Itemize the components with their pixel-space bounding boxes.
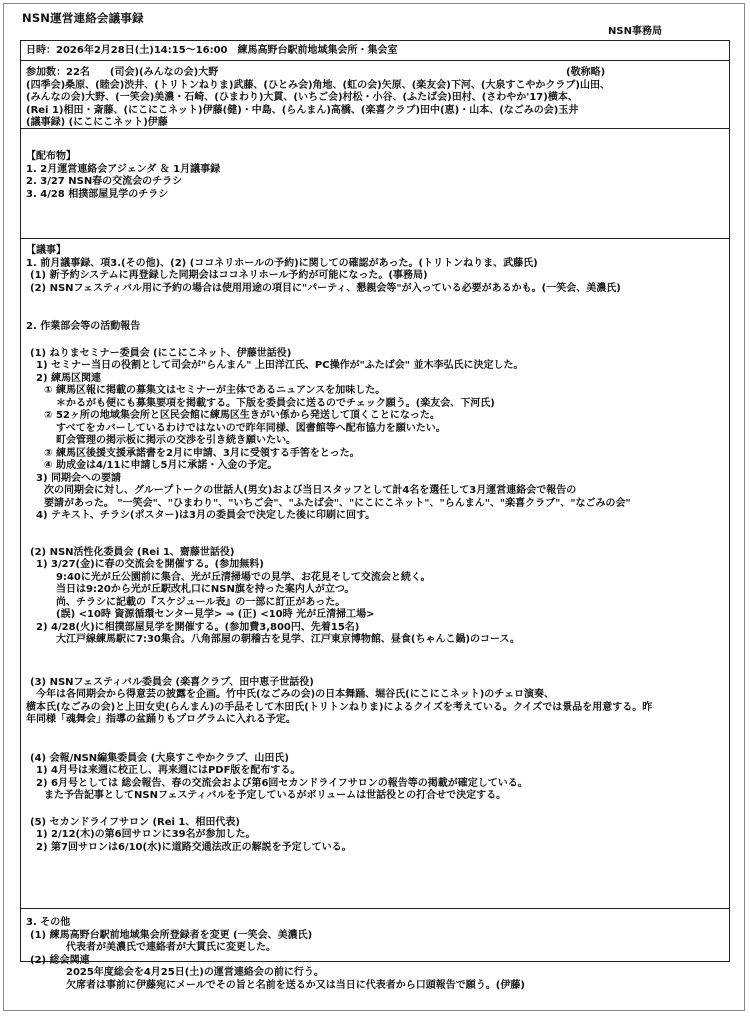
salon-line: 2) 第7回サロンは6/10(水)に道路交通法改正の解説を予定している。: [36, 841, 352, 853]
seminar-line: すべてをカバーしているわけではないので昨年同様、図書館等へ配布協力を願いたい。: [56, 422, 446, 434]
proceedings-title: 【議事】: [26, 245, 66, 256]
proceedings-section: [21, 239, 729, 909]
activation-line: 尚、チラシに記載の『スケジュール表』の一部に訂正があった。: [56, 596, 346, 608]
activation-line: 大江戸線練馬駅に7:30集合。八角部屋の朝稽古を見学、江戸東京博物館、昼食(ちゃんこ鍋)のコース。: [56, 634, 520, 645]
other-line: (1) 練馬高野台駅前地域集会所登録者を変更 (一笑会、美濃氏): [30, 929, 313, 941]
handouts-section: [21, 129, 729, 239]
seminar-line: ① 練馬区報に掲載の募集文はセミナーが主体であるニュアンスを加味した。: [44, 385, 386, 396]
minutes-frame: [20, 40, 730, 991]
handout-item: 2. 3/27 NSN春の交流会のチラシ: [26, 176, 183, 187]
attendee-line: (議事録) (にこにこネット)伊藤: [26, 117, 168, 128]
seminar-line: (1) ねりまセミナー委員会 (にこにこネット、伊藤世話役): [30, 347, 292, 359]
seminar-line: 要請があった。 "一笑会"、"ひまわり"、"いちご会"、"ふたば会"、"にこにこネット"、"らんまん"、"楽喜クラブ"、"なごみの会": [44, 497, 631, 509]
activation-line: 1) 3/27(金)に春の交流会を開催する。(参加無料): [36, 559, 264, 570]
salon-line: (5) セカンドライフサロン (Rei 1、相田代表): [30, 816, 240, 828]
festival-line: 今年は各同期会から得意芸の披露を企画。竹中氏(なごみの会)の日本舞踊、堀谷氏(にこにこネット)のチェロ演奏、: [36, 689, 554, 700]
festival-line: 年同様「魂舞会」指導の盆踊りもプログラムに入れる予定。: [26, 714, 296, 725]
seminar-line: ③ 練馬区後援支援承諾書を2月に申請、3月に受領する手筈をとった。: [44, 447, 360, 459]
activation-line: 9:40に光が丘公園前に集合、光が丘清掃場での見学、お花見そして交流会と続く。: [56, 571, 431, 583]
other-line: 2025年度総会を4月25日(土)の運営連絡会の前に行う。: [66, 967, 324, 978]
attendees-section: [21, 61, 729, 129]
proceedings-line: 1. 前月議事録、項3.(その他)、(2) (ココネリホールの予約)に関しての確認があった。(トリトンねりま、武藤氏): [26, 257, 538, 269]
salon-line: 1) 2/12(木)の第6回サロンに39名が参加した。: [36, 829, 256, 840]
attendee-line: (Rei 1)相田・斎藤、(にこにこネット)伊藤(健)・中島、(らんまん)高橋、(楽喜クラブ)田中(恵)・山本、(なごみの会)玉井: [26, 104, 579, 116]
other-title: 3. その他: [26, 917, 71, 928]
datetime-section: [21, 41, 729, 61]
seminar-line: 3) 同期会への要請: [36, 472, 122, 484]
seminar-line: 次の同期会に対し、グループトークの世話人(男女)および当日スタッフとして計4名を選任して3月運営連絡会で報告の: [44, 485, 577, 496]
proceedings-line: (2) NSNフェスティバル用に予約の場合は使用用途の項目に"パーティ、懇親会等"が入っている必要があるかも。(一笑会、美濃氏): [30, 282, 621, 294]
attendees-count: 参加数：22名 (司会)(みんなの会)大野: [26, 67, 219, 78]
handouts-title: 【配布物】: [26, 151, 76, 162]
seminar-line: ④ 助成金は4/11に申請し5月に承諾・入金の予定。: [44, 460, 278, 471]
attendee-line: (みんなの会)大野、(一笑会)美濃・石崎、(ひまわり)大貫、(いちご会)村松・小谷、(ふたば会)田村、(さわやか'17)横本、: [26, 92, 578, 103]
proceedings-line: (1) 新予約システムに再登録した同期会はココネリホール予約が可能になった。(事務局): [30, 270, 428, 281]
issuer-label: NSN事務局: [608, 26, 662, 37]
other-section: [21, 909, 729, 991]
datetime-text: 日時：2026年2月28日(土)14:15～16:00 練馬高野台駅前地域集会所・集会室: [26, 45, 398, 56]
festival-line: (3) NSNフェスティバル委員会 (楽喜クラブ、田中恵子世話役): [30, 676, 314, 688]
activation-line: (誤) <10時 資源循環センター見学> ⇒ (正) <10時 光が丘清掃工場>: [56, 609, 375, 620]
newsletter-line: (4) 会報/NSN編集委員会 (大泉すこやかクラブ、山田氏): [30, 752, 289, 764]
handout-item: 1. 2月運営連絡会アジェンダ ＆ 1月議事録: [26, 163, 221, 175]
other-line: (2) 総会関連: [30, 954, 90, 966]
seminar-line: ② 52ヶ所の地域集会所と区民会館に練馬区生きがい係から発送して頂くことになった。: [44, 410, 440, 421]
other-line: 代表者が美濃氏で連絡者が大貫氏に変更した。: [66, 942, 276, 953]
activation-line: 当日は9:20から光が丘駅改札口にNSN旗を持った案内人が立つ。: [56, 584, 355, 595]
seminar-line: 2) 練馬区関連: [36, 372, 102, 384]
seminar-line: ＊かるがも便にも募集要項を掲載する。下版を委員会に送るのでチェック願う。(楽友会、下河氏): [56, 397, 495, 409]
seminar-line: 町会管理の掲示板に掲示の交渉を引き続き願いたい。: [56, 435, 296, 446]
festival-line: 横本氏(なごみの会)と上田女史(らんまん)の手品そして木田氏(トリトンねりま)によるクイズを考えている。クイズでは景品を用意する。昨: [26, 701, 653, 713]
seminar-line: 1) セミナー当日の役割として司会が"らんまん" 上田洋江氏、PC操作が"ふたば会" 並木李弘氏に決定した。: [36, 360, 524, 371]
other-line: 欠席者は事前に伊藤宛にメールでその旨と名前を送るか又は当日に代表者から口頭報告で願う。(伊藤): [66, 979, 525, 991]
activation-line: (2) NSN活性化委員会 (Rei 1、齋藤世話役): [30, 546, 235, 558]
document-title: NSN運営連絡会議事録: [22, 11, 144, 25]
activation-line: 2) 4/28(火)に相撲部屋見学を開催する。(参加費3,800円、先着15名): [36, 621, 360, 633]
newsletter-line: 1) 4月号は来週に校正し、再来週にはPDF版を配布する。: [36, 765, 301, 776]
activities-title: 2. 作業部会等の活動報告: [26, 321, 141, 332]
honorific-note: (敬称略): [566, 67, 606, 78]
handout-item: 3. 4/28 相撲部屋見学のチラシ: [26, 188, 169, 200]
attendee-line: (四季会)桑原、(睦会)渋井、(トリトンねりま)武藤、(ひとみ会)角地、(虹の会)矢原、(楽友会)下河、(大泉すこやかクラブ)山田、: [26, 79, 610, 91]
seminar-line: 4) テキスト、チラシ(ポスター)は3月の委員会で決定した後に印刷に回す。: [36, 510, 376, 521]
newsletter-line: また予告記事としてNSNフェスティバルを予定しているがボリュームは世話役との打合せで決定する。: [44, 790, 507, 801]
newsletter-line: 2) 6月号としては 総会報告、春の交流会および第6回セカンドライフサロンの報告等の掲載が確定している。: [36, 777, 528, 789]
